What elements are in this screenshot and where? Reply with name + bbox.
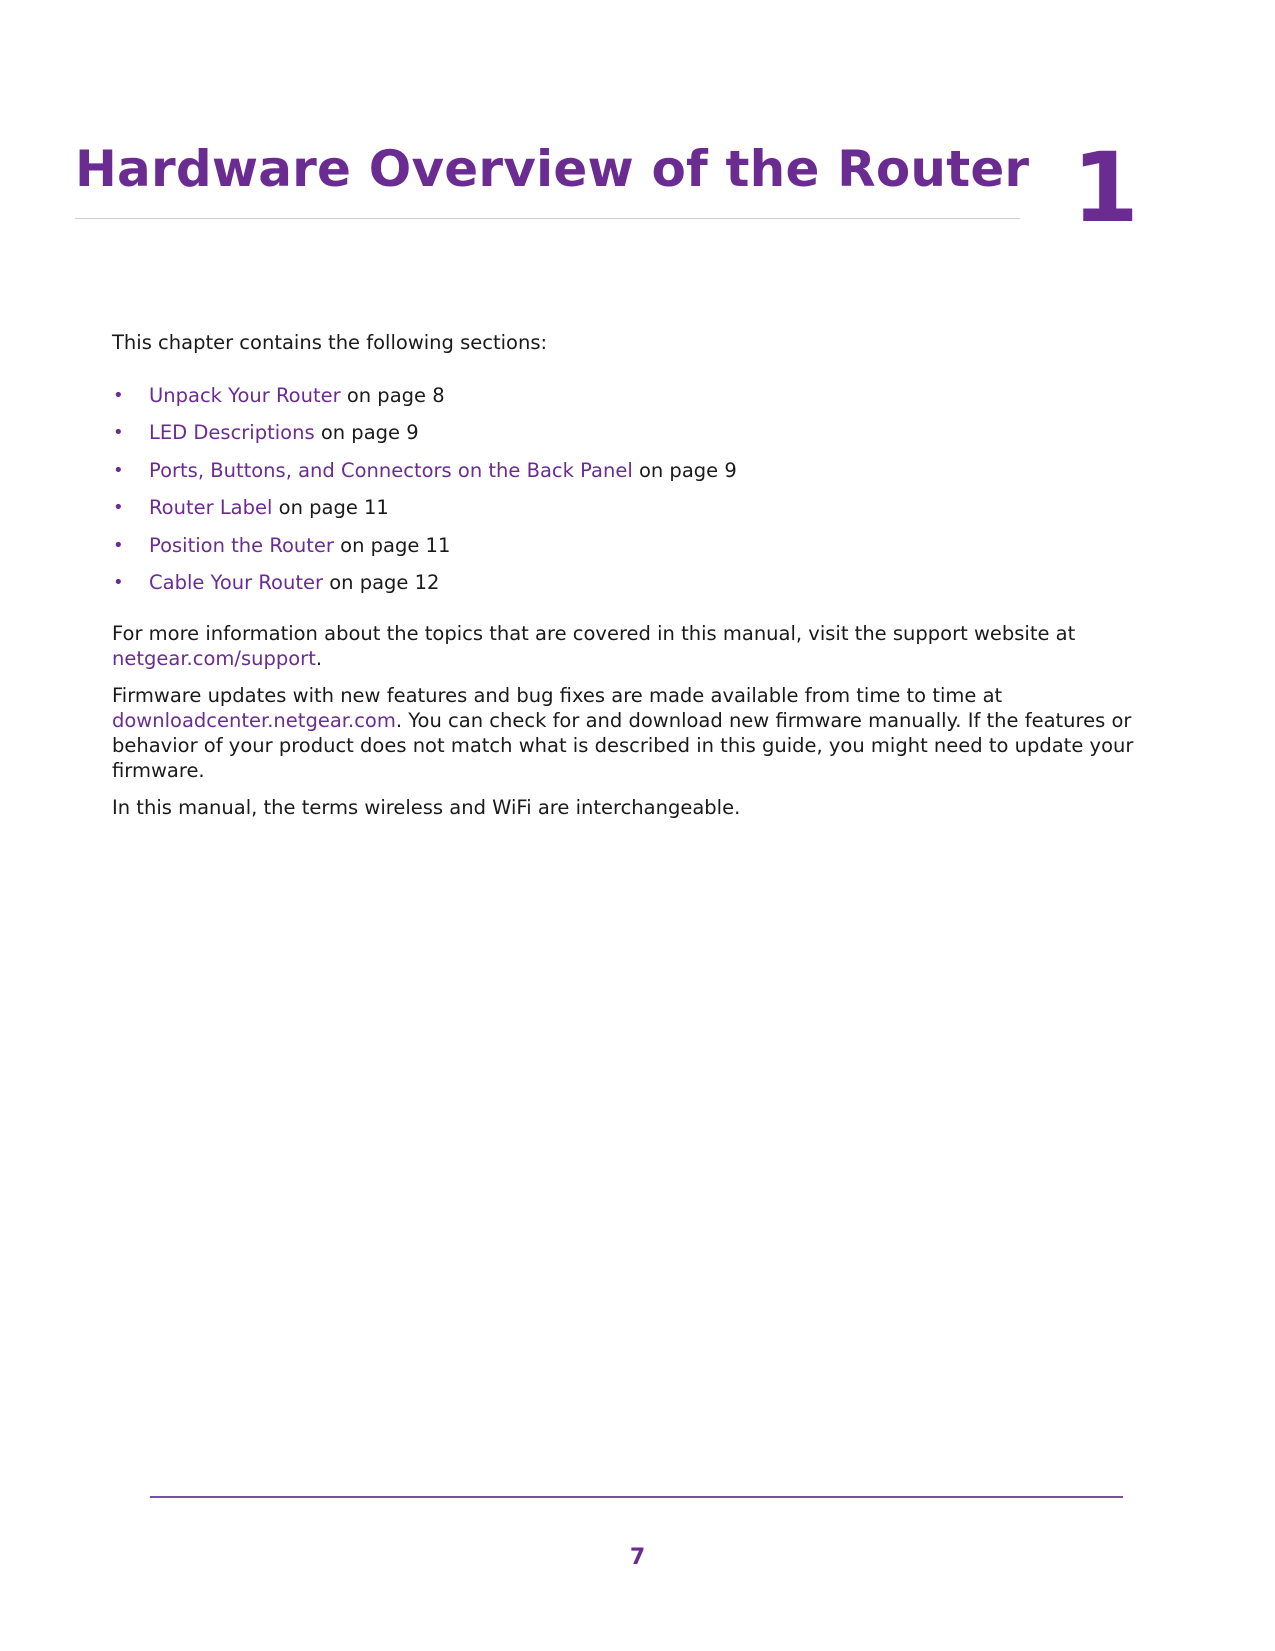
page-reference: on page 11 — [333, 533, 451, 557]
bullet-icon: • — [113, 422, 124, 444]
section-link-unpack[interactable]: Unpack Your Router — [149, 384, 341, 407]
firmware-text: Firmware updates with new features and bug fixes are made available from time to time at — [112, 684, 1003, 708]
bullet-icon: • — [113, 497, 124, 519]
download-center-link[interactable]: downloadcenter.netgear.com — [112, 709, 396, 733]
bullet-icon: • — [113, 385, 124, 406]
list-item — [112, 533, 1142, 570]
chapter-title: Hardware Overview of the Router — [75, 140, 1030, 198]
page-reference: on page 11 — [272, 496, 389, 520]
intro-text: This chapter contains the following sections: — [112, 331, 548, 354]
page-reference: on page 9 — [314, 421, 419, 445]
support-text-end: . — [315, 647, 323, 671]
main-content — [112, 330, 1142, 832]
page-reference: on page 9 — [632, 458, 737, 482]
section-link-label[interactable]: Router Label — [149, 496, 273, 520]
section-link-position[interactable]: Position the Router — [149, 533, 334, 557]
section-link-cable[interactable]: Cable Your Router — [149, 570, 324, 594]
firmware-text-end: . You can check for and download new firmware manually. If the features or behavior of your product does not match what is described in this guide, you might need to update your firmware. — [112, 709, 1134, 783]
page-reference: on page 8 — [340, 384, 445, 407]
section-list — [112, 383, 1142, 607]
support-paragraph — [112, 621, 1142, 671]
section-link-led[interactable]: LED Descriptions — [149, 421, 315, 445]
page-number: 7 — [629, 1545, 646, 1570]
bullet-icon: • — [113, 459, 124, 481]
bullet-icon: • — [113, 571, 124, 593]
list-item — [112, 495, 1142, 532]
page-reference: on page 12 — [323, 570, 440, 594]
section-link-ports[interactable]: Ports, Buttons, and Connectors on the Back Panel — [149, 458, 633, 482]
firmware-paragraph — [112, 683, 1142, 783]
list-item — [112, 420, 1142, 457]
list-item — [112, 383, 1142, 420]
list-item — [112, 570, 1142, 607]
chapter-number: 1 — [1072, 132, 1139, 244]
list-item — [112, 458, 1142, 495]
bullet-icon: • — [113, 534, 124, 556]
footer-divider — [150, 1496, 1123, 1498]
support-text: For more information about the topics that are covered in this manual, visit the support website at — [112, 622, 1076, 646]
terms-paragraph: In this manual, the terms wireless and WiFi are interchangeable. — [112, 796, 741, 820]
title-divider — [75, 218, 1020, 219]
support-link[interactable]: netgear.com/support — [112, 647, 316, 671]
